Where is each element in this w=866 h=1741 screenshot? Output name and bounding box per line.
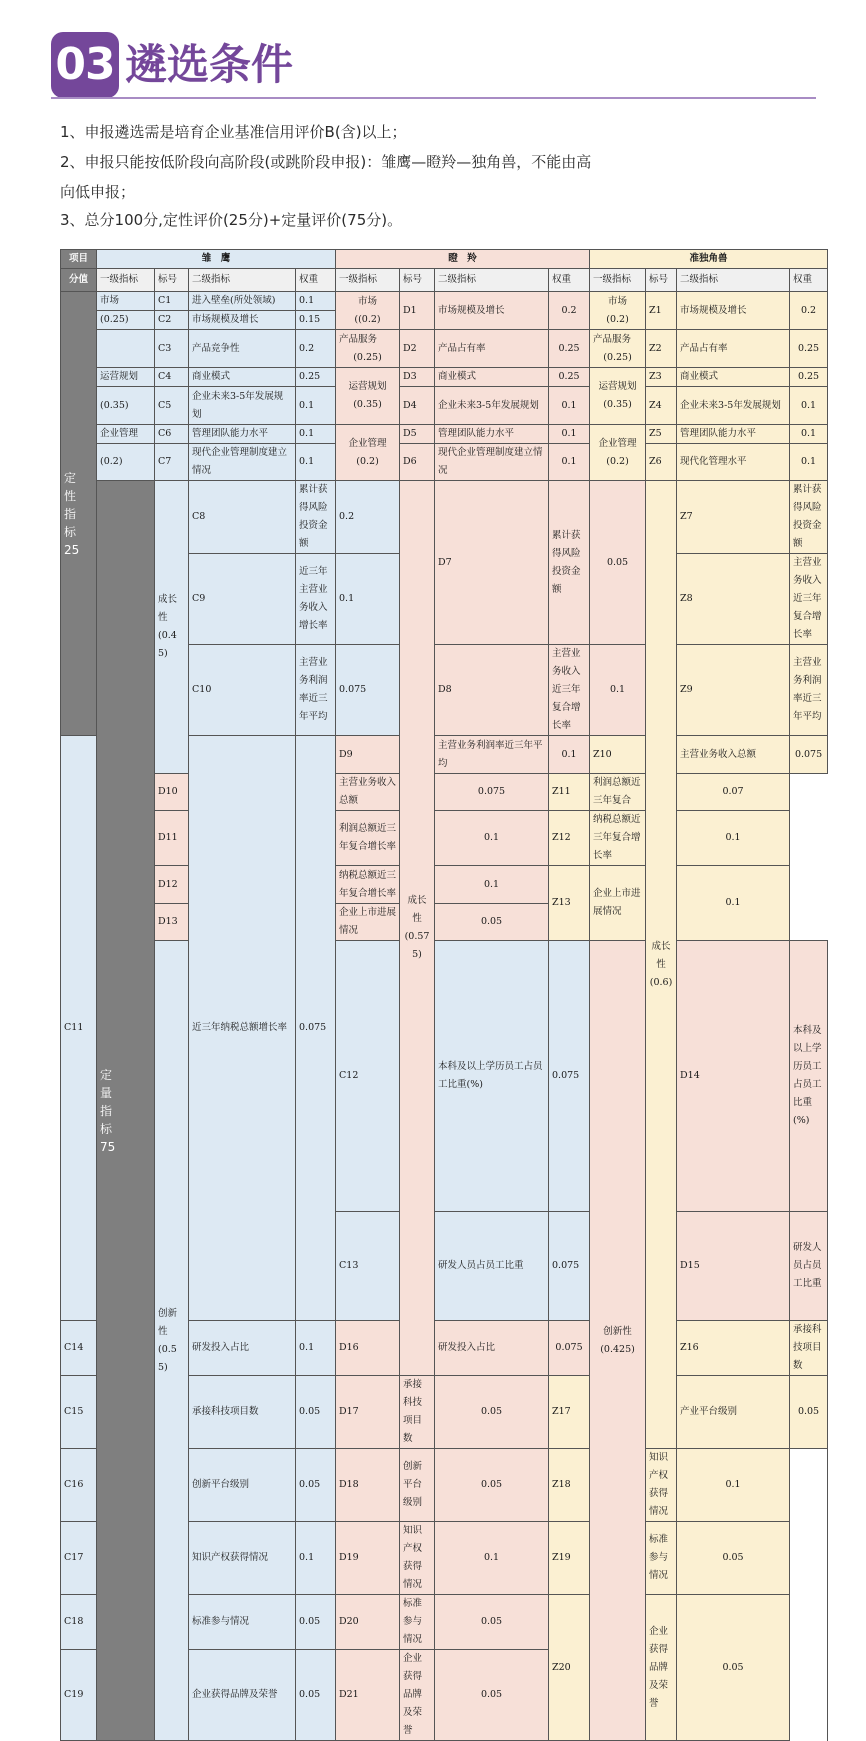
header-chuying: 雏 鹰 bbox=[97, 250, 336, 269]
cy-l2: 标准参与情况 bbox=[189, 1595, 296, 1650]
zd-l2: 企业上市进展情况 bbox=[590, 866, 646, 941]
cy-l2: 创新平台级别 bbox=[189, 1449, 296, 1522]
dl-l2: 商业模式 bbox=[435, 368, 549, 387]
dl-l1-name: 企业管理 bbox=[348, 437, 387, 449]
zd-code: Z16 bbox=[677, 1321, 790, 1376]
dl-weight: 0.1 bbox=[549, 444, 590, 481]
zd-l1-weight: (0.35) bbox=[603, 399, 632, 410]
cy-l2: 主营业务利润率近三年平均 bbox=[296, 645, 336, 736]
cy-weight: 0.05 bbox=[296, 1376, 336, 1449]
zd-code: Z18 bbox=[549, 1449, 590, 1522]
dl-weight: 0.05 bbox=[435, 1376, 549, 1449]
dl-l2: 管理团队能力水平 bbox=[435, 425, 549, 444]
dl-l1-weight: (0.425) bbox=[600, 1343, 635, 1355]
dl-l1 bbox=[336, 330, 400, 368]
dl-l2: 主营业务利润率近三年平均 bbox=[435, 736, 549, 774]
zd-l1 bbox=[646, 481, 677, 1449]
table-row bbox=[61, 387, 828, 425]
cy-weight: 0.1 bbox=[296, 1321, 336, 1376]
dl-code: D1 bbox=[400, 292, 435, 330]
zd-weight: 0.1 bbox=[790, 444, 828, 481]
side-char: 量 bbox=[100, 1085, 113, 1100]
dl-l1 bbox=[590, 941, 646, 1741]
dl-l2: 承接科技项目数 bbox=[400, 1376, 435, 1449]
dl-l1-weight: (0.25) bbox=[353, 351, 382, 363]
cy-l1: (0.2) bbox=[97, 444, 155, 481]
dl-code: D14 bbox=[677, 941, 790, 1212]
zd-l2: 累计获得风险投资金额 bbox=[790, 481, 828, 554]
subheader-code: 标号 bbox=[155, 269, 189, 292]
dl-code: D12 bbox=[155, 866, 189, 904]
criteria-line-1: 1、申报遴选需是培育企业基准信用评价B(含)以上； bbox=[60, 123, 407, 141]
section-title: 遴选条件 bbox=[125, 40, 294, 89]
zd-weight: 0.2 bbox=[790, 292, 828, 330]
zd-l1-name: 企业管理 bbox=[598, 437, 637, 449]
cy-code: C19 bbox=[61, 1650, 97, 1741]
dl-l2: 主营业务收入总额 bbox=[336, 774, 400, 811]
zd-l1-name: 运营规划 bbox=[598, 381, 637, 392]
dl-code: D10 bbox=[155, 774, 189, 811]
subheader-l2: 二级指标 bbox=[677, 269, 790, 292]
cy-l2: 产品竞争性 bbox=[189, 330, 296, 368]
zd-l2: 市场规模及增长 bbox=[677, 292, 790, 330]
zd-weight: 0.1 bbox=[790, 425, 828, 444]
dl-code: D20 bbox=[336, 1595, 400, 1650]
dl-l2: 企业获得品牌及荣誉 bbox=[400, 1650, 435, 1741]
zd-l1-name: 成长性 bbox=[651, 940, 671, 970]
dl-l1-name: 运营规划 bbox=[348, 381, 387, 392]
cy-l1: 运营规划 bbox=[97, 368, 155, 387]
zd-code: Z7 bbox=[677, 481, 790, 554]
zd-l1-weight: (0.25) bbox=[603, 351, 632, 363]
dl-l1 bbox=[336, 292, 400, 330]
subheader-l2: 二级指标 bbox=[189, 269, 296, 292]
dl-weight: 0.05 bbox=[435, 1449, 549, 1522]
subheader-weight: 权重 bbox=[549, 269, 590, 292]
zd-code: Z10 bbox=[590, 736, 646, 774]
zd-l2: 产品占有率 bbox=[677, 330, 790, 368]
zd-l2: 主营业务收入近三年复合增长率 bbox=[790, 554, 828, 645]
subheader-l2: 二级指标 bbox=[435, 269, 549, 292]
dl-l1-weight: ((0.2) bbox=[354, 313, 381, 325]
dl-l2: 标准参与情况 bbox=[400, 1595, 435, 1650]
zd-code: Z17 bbox=[549, 1376, 590, 1449]
dl-weight: 0.1 bbox=[549, 736, 590, 774]
zd-code: Z12 bbox=[549, 811, 590, 866]
cy-weight: 0.05 bbox=[296, 1595, 336, 1650]
cy-weight: 0.075 bbox=[336, 645, 400, 736]
side-char: 指 bbox=[64, 506, 77, 521]
zd-l2: 利润总额近三年复合 bbox=[590, 774, 646, 811]
zd-l1-weight: (0.2) bbox=[606, 313, 629, 325]
dl-weight: 0.1 bbox=[549, 425, 590, 444]
cy-code: C5 bbox=[155, 387, 189, 425]
zd-weight: 0.25 bbox=[790, 368, 828, 387]
dl-l2: 本科及以上学历员工占员工比重(%) bbox=[790, 941, 828, 1212]
dl-code: D11 bbox=[155, 811, 189, 866]
table-header-row bbox=[61, 250, 828, 269]
side-char: 25 bbox=[64, 542, 80, 557]
zd-weight: 0.1 bbox=[790, 387, 828, 425]
cy-l2: 累计获得风险投资金额 bbox=[296, 481, 336, 554]
dl-code: D6 bbox=[400, 444, 435, 481]
cy-weight: 0.075 bbox=[549, 941, 590, 1212]
dl-code: D9 bbox=[336, 736, 400, 774]
zd-code: Z5 bbox=[646, 425, 677, 444]
zd-l2: 知识产权获得情况 bbox=[646, 1449, 677, 1522]
subheader-weight: 权重 bbox=[296, 269, 336, 292]
dl-weight: 0.1 bbox=[435, 866, 549, 904]
cy-code: C1 bbox=[155, 292, 189, 311]
zd-code: Z9 bbox=[677, 645, 790, 736]
side-char: 性 bbox=[64, 488, 77, 503]
table-row bbox=[61, 368, 828, 387]
side-label-qualitative bbox=[61, 292, 97, 736]
cy-weight: 0.1 bbox=[296, 387, 336, 425]
cy-l1 bbox=[155, 941, 189, 1741]
zd-l2: 现代化管理水平 bbox=[677, 444, 790, 481]
cy-weight: 0.075 bbox=[549, 1212, 590, 1321]
side-char: 75 bbox=[100, 1139, 116, 1154]
cy-l1-name: 成长性 bbox=[158, 594, 178, 623]
cy-code: C15 bbox=[61, 1376, 97, 1449]
zd-code: Z8 bbox=[677, 554, 790, 645]
side-label-quantitative bbox=[97, 481, 155, 1741]
table-row bbox=[61, 866, 828, 904]
cy-weight: 0.15 bbox=[296, 311, 336, 330]
dl-weight: 0.1 bbox=[549, 387, 590, 425]
dl-l2: 市场规模及增长 bbox=[435, 292, 549, 330]
dl-weight: 0.1 bbox=[435, 1522, 549, 1595]
zd-l1-weight: (0.2) bbox=[606, 455, 629, 467]
cy-l2: 现代企业管理制度建立情况 bbox=[189, 444, 296, 481]
cy-l2: 市场规模及增长 bbox=[189, 311, 296, 330]
cy-l2: 商业模式 bbox=[189, 368, 296, 387]
cy-code: C2 bbox=[155, 311, 189, 330]
evaluation-table bbox=[60, 249, 828, 1741]
header-zhundujiaoshou: 准独角兽 bbox=[590, 250, 828, 269]
dl-l2: 纳税总额近三年复合增长率 bbox=[336, 866, 400, 904]
table-row bbox=[61, 444, 828, 481]
cy-weight: 0.25 bbox=[296, 368, 336, 387]
cy-weight: 0.1 bbox=[296, 425, 336, 444]
dl-l2: 知识产权获得情况 bbox=[400, 1522, 435, 1595]
cy-l2: 企业未来3-5年发展规划 bbox=[189, 387, 296, 425]
cy-weight: 0.2 bbox=[336, 481, 400, 554]
subheader-l1: 一级指标 bbox=[590, 269, 646, 292]
dl-l1-weight: (0.2) bbox=[356, 455, 379, 467]
dl-weight: 0.1 bbox=[590, 645, 646, 736]
cy-code: C4 bbox=[155, 368, 189, 387]
cy-l1: (0.25) bbox=[97, 311, 155, 330]
dl-l2: 研发人员占员工比重 bbox=[790, 1212, 828, 1321]
dl-l2: 企业上市进展情况 bbox=[336, 904, 400, 941]
cy-weight: 0.2 bbox=[296, 330, 336, 368]
dl-l1-name: 成长性 bbox=[407, 895, 427, 924]
cy-l2: 本科及以上学历员工占员工比重(%) bbox=[435, 941, 549, 1212]
dl-weight: 0.075 bbox=[549, 1321, 590, 1376]
zd-l2: 商业模式 bbox=[677, 368, 790, 387]
subheader-l1: 一级指标 bbox=[336, 269, 400, 292]
cy-code: C11 bbox=[61, 736, 97, 1321]
cy-weight: 0.075 bbox=[296, 736, 336, 1321]
dl-code: D13 bbox=[155, 904, 189, 941]
dl-l1-weight: (0.35) bbox=[353, 399, 382, 410]
zd-l1 bbox=[590, 425, 646, 481]
dl-code: D16 bbox=[336, 1321, 400, 1376]
dl-l1 bbox=[400, 481, 435, 1376]
dl-weight: 0.05 bbox=[590, 481, 646, 645]
zd-weight: 0.075 bbox=[790, 736, 828, 774]
cy-l1 bbox=[155, 481, 189, 774]
dl-weight: 0.25 bbox=[549, 368, 590, 387]
dl-l2: 现代企业管理制度建立情况 bbox=[435, 444, 549, 481]
zd-weight: 0.1 bbox=[677, 1449, 790, 1522]
zd-l2: 企业未来3-5年发展规划 bbox=[677, 387, 790, 425]
dl-weight: 0.2 bbox=[549, 292, 590, 330]
cy-l1: 企业管理 bbox=[97, 425, 155, 444]
zd-weight: 0.25 bbox=[790, 330, 828, 368]
zd-l1-weight: (0.6) bbox=[649, 976, 673, 988]
dl-code: D17 bbox=[336, 1376, 400, 1449]
cy-weight: 0.05 bbox=[296, 1449, 336, 1522]
zd-code: Z2 bbox=[646, 330, 677, 368]
subheader-code: 标号 bbox=[646, 269, 677, 292]
cy-weight: 0.1 bbox=[296, 444, 336, 481]
cy-code: C14 bbox=[61, 1321, 97, 1376]
side-char: 定 bbox=[100, 1067, 113, 1082]
cy-l1: (0.35) bbox=[97, 387, 155, 425]
dl-weight: 0.075 bbox=[435, 774, 549, 811]
dl-code: D5 bbox=[400, 425, 435, 444]
dl-code: D3 bbox=[400, 368, 435, 387]
dl-l2: 企业未来3-5年发展规划 bbox=[435, 387, 549, 425]
dl-code: D8 bbox=[435, 645, 549, 736]
subheader-code: 标号 bbox=[400, 269, 435, 292]
side-char: 标 bbox=[100, 1121, 113, 1136]
subheader-score: 分值 bbox=[61, 269, 97, 292]
cy-l2: 企业获得品牌及荣誉 bbox=[189, 1650, 296, 1741]
dl-code: D19 bbox=[336, 1522, 400, 1595]
zd-l2: 主营业务利润率近三年平均 bbox=[790, 645, 828, 736]
zd-l1 bbox=[590, 292, 646, 330]
criteria-line-2: 2、申报只能按低阶段向高阶段(或跳阶段申报)：雏鹰—瞪羚—独角兽，不能由高 bbox=[60, 153, 592, 171]
cy-l1 bbox=[97, 330, 155, 368]
side-char: 标 bbox=[64, 524, 77, 539]
side-char: 指 bbox=[100, 1103, 113, 1118]
zd-l1-name: 市场 bbox=[608, 295, 628, 307]
dl-l1-name: 市场 bbox=[358, 295, 378, 307]
table-row bbox=[61, 292, 828, 311]
zd-weight: 0.05 bbox=[677, 1522, 790, 1595]
header-dengling: 瞪 羚 bbox=[336, 250, 590, 269]
dl-l1-name: 创新性 bbox=[603, 1325, 632, 1337]
dl-weight: 0.05 bbox=[435, 904, 549, 941]
cy-l1-weight: (0.55) bbox=[158, 1343, 177, 1373]
zd-code: Z1 bbox=[646, 292, 677, 330]
zd-code: Z19 bbox=[549, 1522, 590, 1595]
cy-code: C7 bbox=[155, 444, 189, 481]
cy-l2: 管理团队能力水平 bbox=[189, 425, 296, 444]
dl-l2: 主营业务收入近三年复合增长率 bbox=[549, 645, 590, 736]
dl-l1 bbox=[336, 368, 400, 425]
header-divider bbox=[51, 97, 816, 99]
cy-l2: 知识产权获得情况 bbox=[189, 1522, 296, 1595]
cy-weight: 0.1 bbox=[336, 554, 400, 645]
dl-code: D4 bbox=[400, 387, 435, 425]
subheader-l1: 一级指标 bbox=[97, 269, 155, 292]
cy-weight: 0.05 bbox=[296, 1650, 336, 1741]
cy-l2: 研发人员占员工比重 bbox=[435, 1212, 549, 1321]
cy-l2: 近三年纳税总额增长率 bbox=[189, 736, 296, 1321]
dl-l2: 研发投入占比 bbox=[435, 1321, 549, 1376]
zd-code: Z11 bbox=[549, 774, 590, 811]
cy-weight: 0.1 bbox=[296, 1522, 336, 1595]
cy-code: C6 bbox=[155, 425, 189, 444]
zd-l1-name: 产品服务 bbox=[593, 333, 632, 345]
table-row bbox=[61, 425, 828, 444]
cy-l1: 市场 bbox=[97, 292, 155, 311]
header-item: 项目 bbox=[61, 250, 97, 269]
dl-code: D21 bbox=[336, 1650, 400, 1741]
section-number-badge: 03 bbox=[51, 32, 119, 98]
zd-l2: 产业平台级别 bbox=[677, 1376, 790, 1449]
cy-l1-name: 创新性 bbox=[158, 1307, 178, 1337]
zd-l2: 企业获得品牌及荣誉 bbox=[646, 1595, 677, 1741]
dl-l2: 创新平台级别 bbox=[400, 1449, 435, 1522]
zd-code: Z6 bbox=[646, 444, 677, 481]
cy-l1-weight: (0.45) bbox=[158, 630, 177, 659]
zd-l2: 主营业务收入总额 bbox=[677, 736, 790, 774]
table-row bbox=[61, 330, 828, 368]
cy-l2: 承接科技项目数 bbox=[189, 1376, 296, 1449]
cy-code: C12 bbox=[336, 941, 400, 1212]
cy-code: C17 bbox=[61, 1522, 97, 1595]
criteria-line-4: 3、总分100分,定性评价(25分)+定量评价(75分)。 bbox=[60, 211, 403, 229]
dl-l1 bbox=[336, 425, 400, 481]
cy-l2: 研发投入占比 bbox=[189, 1321, 296, 1376]
cy-l2: 进入壁垒(所处领域) bbox=[189, 292, 296, 311]
cy-code: C10 bbox=[189, 645, 296, 736]
table-row bbox=[61, 774, 828, 811]
dl-l2: 利润总额近三年复合增长率 bbox=[336, 811, 400, 866]
zd-code: Z4 bbox=[646, 387, 677, 425]
dl-code: D2 bbox=[400, 330, 435, 368]
cy-weight: 0.1 bbox=[296, 292, 336, 311]
dl-l2: 累计获得风险投资金额 bbox=[549, 481, 590, 645]
cy-code: C3 bbox=[155, 330, 189, 368]
dl-code: D18 bbox=[336, 1449, 400, 1522]
subheader-weight: 权重 bbox=[790, 269, 828, 292]
table-row bbox=[61, 811, 828, 866]
cy-code: C13 bbox=[336, 1212, 400, 1321]
dl-weight: 0.25 bbox=[549, 330, 590, 368]
side-char: 定 bbox=[64, 470, 77, 485]
cy-code: C18 bbox=[61, 1595, 97, 1650]
zd-l2: 标准参与情况 bbox=[646, 1522, 677, 1595]
zd-l2: 管理团队能力水平 bbox=[677, 425, 790, 444]
cy-l2: 近三年主营业务收入增长率 bbox=[296, 554, 336, 645]
dl-weight: 0.1 bbox=[435, 811, 549, 866]
zd-weight: 0.05 bbox=[677, 1595, 790, 1741]
cy-code: C8 bbox=[189, 481, 296, 554]
criteria-line-3: 向低申报； bbox=[60, 183, 136, 201]
dl-l1-name: 产品服务 bbox=[339, 333, 378, 345]
zd-l1 bbox=[590, 330, 646, 368]
zd-l2: 纳税总额近三年复合增长率 bbox=[590, 811, 646, 866]
table-row bbox=[61, 941, 828, 1212]
dl-code: D7 bbox=[435, 481, 549, 645]
zd-weight: 0.07 bbox=[677, 774, 790, 811]
zd-weight: 0.1 bbox=[677, 866, 790, 941]
dl-weight: 0.05 bbox=[435, 1650, 549, 1741]
dl-l1-weight: (0.575) bbox=[404, 931, 430, 960]
zd-code: Z13 bbox=[549, 866, 590, 941]
table-row bbox=[61, 481, 828, 554]
zd-weight: 0.05 bbox=[790, 1376, 828, 1449]
zd-l1 bbox=[590, 368, 646, 425]
zd-l2: 承接科技项目数 bbox=[790, 1321, 828, 1376]
zd-code: Z3 bbox=[646, 368, 677, 387]
zd-code: Z20 bbox=[549, 1595, 590, 1741]
zd-weight: 0.1 bbox=[677, 811, 790, 866]
table-subheader-row bbox=[61, 269, 828, 292]
cy-code: C9 bbox=[189, 554, 296, 645]
dl-code: D15 bbox=[677, 1212, 790, 1321]
cy-code: C16 bbox=[61, 1449, 97, 1522]
dl-l2: 产品占有率 bbox=[435, 330, 549, 368]
dl-weight: 0.05 bbox=[435, 1595, 549, 1650]
